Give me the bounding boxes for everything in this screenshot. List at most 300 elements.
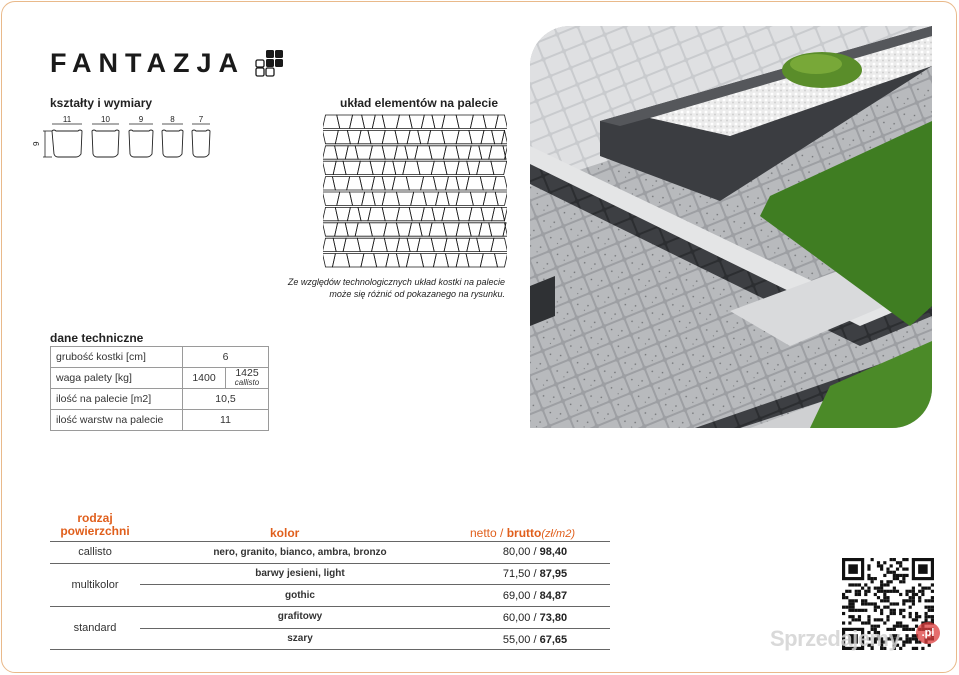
- qr-module: [915, 647, 918, 650]
- qr-module: [893, 602, 896, 605]
- pallet-stone: [396, 254, 409, 267]
- pallet-stone: [456, 254, 469, 267]
- qr-module: [905, 574, 908, 577]
- qr-module: [902, 609, 905, 612]
- qr-module: [848, 602, 851, 605]
- tech-value: 6: [183, 347, 269, 368]
- qr-module: [902, 580, 905, 583]
- qr-module: [848, 599, 851, 602]
- shapes-diagram: [30, 114, 230, 162]
- shape-10: [92, 115, 119, 157]
- pallet-stone: [456, 161, 470, 174]
- pallet-stone: [436, 192, 450, 205]
- header-surface-type: rodzaj powierzchni: [60, 511, 130, 538]
- header-price: netto / brutto(zł/m2): [470, 526, 575, 540]
- tech-label: grubość kostki [cm]: [51, 347, 183, 368]
- qr-module: [931, 618, 934, 621]
- pallet-stone: [335, 223, 349, 236]
- pallet-stone: [372, 192, 385, 205]
- qr-module: [928, 615, 931, 618]
- qr-module: [883, 606, 886, 609]
- qr-module: [880, 618, 883, 621]
- qr-module: [912, 587, 915, 590]
- qr-module: [902, 568, 905, 571]
- qr-module: [912, 618, 915, 621]
- tech-label: ilość na palecie [m2]: [51, 389, 183, 410]
- qr-module: [902, 615, 905, 618]
- qr-module: [867, 615, 870, 618]
- qr-module: [899, 564, 902, 567]
- row-color: nero, granito, bianco, ambra, bronzo: [213, 547, 387, 558]
- qr-module: [924, 599, 927, 602]
- qr-module: [912, 647, 915, 650]
- tech-row-area: [51, 389, 269, 410]
- tech-row-weight: [51, 368, 269, 389]
- qr-module: [902, 574, 905, 577]
- qr-module: [918, 564, 928, 574]
- qr-module: [886, 596, 889, 599]
- qr-module: [886, 583, 889, 586]
- pallet-stone: [421, 207, 435, 220]
- qr-module: [883, 574, 886, 577]
- qr-module: [909, 596, 912, 599]
- qr-module: [905, 568, 908, 571]
- qr-module: [842, 593, 845, 596]
- tech-row-thickness: [51, 347, 269, 368]
- qr-module: [877, 561, 880, 564]
- qr-module: [883, 596, 886, 599]
- qr-module: [899, 580, 902, 583]
- qr-module: [902, 558, 905, 561]
- qr-module: [896, 561, 899, 564]
- qr-module: [893, 558, 896, 561]
- price-table-header: [50, 512, 610, 540]
- qr-module: [855, 618, 858, 621]
- qr-module: [855, 609, 858, 612]
- qr-module: [886, 599, 889, 602]
- qr-module: [842, 596, 845, 599]
- qr-module: [893, 587, 896, 590]
- qr-module: [890, 571, 893, 574]
- header-color: kolor: [270, 526, 300, 540]
- qr-module: [867, 568, 870, 571]
- pallet-stone: [418, 130, 431, 143]
- qr-module: [867, 577, 870, 580]
- qr-module: [855, 583, 858, 586]
- pallet-stone: [421, 115, 435, 128]
- pallet-layout-diagram: [323, 114, 507, 270]
- qr-module: [845, 606, 848, 609]
- qr-module: [861, 621, 864, 624]
- qr-module: [896, 568, 899, 571]
- qr-module: [912, 590, 915, 593]
- qr-module: [864, 590, 867, 593]
- qr-module: [886, 618, 889, 621]
- pallet-stone: [491, 161, 507, 174]
- qr-module: [848, 564, 858, 574]
- qr-module: [905, 599, 908, 602]
- qr-module: [883, 561, 886, 564]
- qr-module: [842, 612, 845, 615]
- pallet-stone: [446, 192, 459, 205]
- qr-module: [905, 593, 908, 596]
- qr-module: [909, 612, 912, 615]
- qr-module: [890, 564, 893, 567]
- qr-module: [855, 593, 858, 596]
- qr-module: [924, 587, 927, 590]
- qr-module: [912, 596, 915, 599]
- qr-module: [928, 609, 931, 612]
- qr-module: [931, 609, 934, 612]
- pallet-stone: [432, 115, 445, 128]
- qr-module: [909, 599, 912, 602]
- pallet-stone: [495, 115, 507, 128]
- qr-module: [874, 577, 877, 580]
- watermark-badge: .pl: [916, 622, 940, 644]
- pallet-stone: [323, 161, 336, 174]
- qr-module: [928, 599, 931, 602]
- pallet-stone: [479, 223, 492, 236]
- qr-module: [877, 596, 880, 599]
- qr-module: [880, 580, 883, 583]
- pallet-stone: [405, 146, 418, 159]
- qr-module: [902, 628, 905, 631]
- qr-module: [886, 580, 889, 583]
- row-type: callisto: [78, 546, 112, 558]
- qr-module: [874, 587, 877, 590]
- pallet-stone: [394, 146, 408, 159]
- pallet-stone: [382, 177, 395, 190]
- qr-module: [902, 599, 905, 602]
- qr-module: [924, 606, 927, 609]
- qr-module: [848, 609, 851, 612]
- qr-module: [867, 564, 870, 567]
- pallet-stone: [347, 207, 361, 220]
- qr-module: [858, 583, 861, 586]
- qr-module: [867, 621, 870, 624]
- qr-module: [880, 609, 883, 612]
- qr-module: [915, 618, 918, 621]
- pallet-stone: [481, 207, 495, 220]
- pallet-stone: [362, 115, 376, 128]
- pallet-stone: [481, 130, 495, 143]
- qr-module: [912, 599, 915, 602]
- qr-module: [912, 593, 915, 596]
- qr-module: [864, 609, 867, 612]
- qr-module: [867, 602, 870, 605]
- qr-module: [871, 577, 874, 580]
- qr-module: [880, 568, 883, 571]
- qr-module: [928, 644, 931, 647]
- pallet-note: Ze względów technologicznych układ kostki na palecie może się różnić od pokazanego na rysunku.: [287, 277, 505, 299]
- svg-text:11: 11: [62, 115, 72, 124]
- qr-module: [858, 590, 861, 593]
- qr-module: [918, 615, 921, 618]
- qr-module: [877, 618, 880, 621]
- qr-module: [893, 574, 896, 577]
- qr-module: [877, 606, 880, 609]
- qr-module: [861, 587, 864, 590]
- qr-module: [864, 583, 867, 586]
- svg-text:7: 7: [198, 115, 204, 124]
- qr-module: [848, 590, 851, 593]
- qr-module: [874, 609, 877, 612]
- pallet-stone: [445, 254, 459, 267]
- qr-module: [918, 599, 921, 602]
- qr-module: [883, 593, 886, 596]
- tech-label: waga palety [kg]: [51, 368, 183, 389]
- qr-module: [880, 590, 883, 593]
- qr-module: [905, 558, 908, 561]
- qr-module: [896, 590, 899, 593]
- qr-module: [905, 625, 908, 628]
- qr-module: [912, 628, 915, 631]
- qr-module: [845, 596, 848, 599]
- qr-module: [924, 615, 927, 618]
- tech-value: 1400: [183, 368, 226, 389]
- row-price: 60,00 / 73,80: [502, 612, 568, 624]
- qr-module: [905, 590, 908, 593]
- pallet-stone: [502, 207, 507, 220]
- qr-module: [931, 615, 934, 618]
- qr-module: [890, 612, 893, 615]
- pallet-stone: [358, 207, 371, 220]
- pallet-stone: [445, 177, 459, 190]
- pallet-stone: [456, 177, 469, 190]
- qr-module: [852, 609, 855, 612]
- row-price: 80,00 / 98,40: [502, 546, 568, 558]
- svg-text:10: 10: [101, 115, 110, 124]
- svg-text:8: 8: [170, 115, 175, 124]
- qr-module: [912, 637, 915, 640]
- qr-module: [909, 637, 912, 640]
- qr-module: [883, 590, 886, 593]
- qr-module: [871, 558, 874, 561]
- qr-module: [918, 596, 921, 599]
- qr-module: [852, 615, 855, 618]
- qr-module: [864, 593, 867, 596]
- qr-module: [912, 634, 915, 637]
- shape-8: [162, 115, 183, 157]
- pallet-stone: [468, 223, 482, 236]
- qr-module: [852, 602, 855, 605]
- pallet-stone: [495, 192, 507, 205]
- qr-module: [883, 599, 886, 602]
- paving-logo-icon: [254, 49, 284, 77]
- pallet-stone: [333, 238, 346, 251]
- qr-module: [890, 602, 893, 605]
- qr-module: [902, 625, 905, 628]
- qr-module: [902, 602, 905, 605]
- pallet-stone: [358, 130, 371, 143]
- qr-module: [871, 602, 874, 605]
- qr-module: [845, 590, 848, 593]
- qr-module: [871, 580, 874, 583]
- pallet-stone: [492, 130, 505, 143]
- qr-module: [883, 621, 886, 624]
- qr-module: [896, 574, 899, 577]
- pallet-stone: [393, 161, 406, 174]
- qr-module: [893, 577, 896, 580]
- qr-module: [855, 599, 858, 602]
- qr-module: [877, 587, 880, 590]
- qr-module: [852, 618, 855, 621]
- qr-module: [867, 587, 870, 590]
- qr-module: [909, 628, 912, 631]
- row-type: standard: [73, 622, 117, 634]
- row-color: grafitowy: [277, 611, 323, 622]
- product-title: FANTAZJA: [50, 48, 245, 78]
- qr-module: [896, 602, 899, 605]
- qr-module: [899, 621, 902, 624]
- qr-module: [899, 609, 902, 612]
- row-color: gothic: [285, 590, 315, 601]
- pallet-stone: [407, 130, 421, 143]
- qr-module: [867, 590, 870, 593]
- qr-module: [893, 612, 896, 615]
- qr-module: [883, 583, 886, 586]
- qr-module: [896, 621, 899, 624]
- qr-module: [905, 637, 908, 640]
- qr-module: [886, 615, 889, 618]
- tech-heading: dane techniczne: [50, 331, 144, 345]
- tech-value: 11: [183, 410, 269, 431]
- qr-module: [848, 583, 851, 586]
- qr-module: [861, 599, 864, 602]
- qr-module: [874, 618, 877, 621]
- qr-module: [842, 621, 845, 624]
- qr-module: [899, 574, 902, 577]
- qr-module: [848, 621, 851, 624]
- qr-module: [931, 590, 934, 593]
- pallet-stone: [432, 207, 445, 220]
- qr-module: [874, 606, 877, 609]
- qr-module: [864, 621, 867, 624]
- qr-module: [877, 590, 880, 593]
- pallet-stone: [409, 223, 423, 236]
- pallet-stone: [495, 254, 508, 267]
- pallet-stone: [372, 115, 385, 128]
- qr-module: [877, 564, 880, 567]
- row-price: 71,50 / 87,95: [502, 568, 568, 580]
- pallet-stone: [467, 161, 480, 174]
- qr-module: [921, 590, 924, 593]
- qr-module: [880, 587, 883, 590]
- qr-module: [886, 568, 889, 571]
- pallet-stone: [493, 177, 507, 190]
- pallet-stone: [382, 161, 396, 174]
- tech-label: ilość warstw na palecie: [51, 410, 183, 431]
- qr-module: [852, 606, 855, 609]
- pallet-heading: układ elementów na palecie: [340, 96, 499, 110]
- pallet-stone: [407, 238, 420, 251]
- qr-module: [915, 593, 918, 596]
- pallet-stone: [492, 207, 505, 220]
- pallet-stone: [419, 223, 432, 236]
- tech-value: 10,5: [183, 389, 269, 410]
- qr-module: [880, 612, 883, 615]
- qr-module: [899, 612, 902, 615]
- pallet-stone: [347, 130, 361, 143]
- qr-module: [893, 571, 896, 574]
- qr-module: [842, 606, 845, 609]
- qr-module: [909, 640, 912, 643]
- qr-module: [921, 587, 924, 590]
- qr-module: [918, 590, 921, 593]
- row-price: 69,00 / 84,87: [502, 590, 568, 602]
- pallet-stone: [323, 238, 336, 251]
- qr-module: [861, 602, 864, 605]
- qr-module: [864, 602, 867, 605]
- qr-module: [921, 647, 924, 650]
- row-color: szary: [287, 633, 313, 644]
- qr-module: [848, 615, 851, 618]
- row-price: 55,00 / 67,65: [502, 634, 568, 646]
- pallet-stone: [467, 238, 480, 251]
- qr-module: [874, 593, 877, 596]
- qr-module: [918, 583, 921, 586]
- qr-module: [915, 615, 918, 618]
- qr-module: [899, 593, 902, 596]
- pallet-stone: [502, 130, 507, 143]
- qr-module: [909, 615, 912, 618]
- qr-module: [905, 628, 908, 631]
- tech-value-callisto: 1425 callisto: [226, 368, 269, 389]
- qr-module: [886, 606, 889, 609]
- qr-module: [867, 574, 870, 577]
- qr-module: [852, 583, 855, 586]
- qr-module: [880, 564, 883, 567]
- pallet-stone: [372, 177, 386, 190]
- shapes-heading: kształty i wymiary: [50, 96, 153, 110]
- pallet-stone: [491, 238, 507, 251]
- qr-module: [861, 609, 864, 612]
- qr-module: [890, 590, 893, 593]
- qr-module: [880, 583, 883, 586]
- row-color: barwy jesieni, light: [255, 568, 345, 579]
- shape-7: [192, 115, 210, 157]
- qr-module: [931, 596, 934, 599]
- pallet-stone: [503, 223, 507, 236]
- qr-module: [864, 599, 867, 602]
- qr-module: [924, 612, 927, 615]
- shape-11: [52, 115, 82, 157]
- qr-module: [928, 587, 931, 590]
- qr-module: [921, 593, 924, 596]
- qr-module: [890, 580, 893, 583]
- pallet-stone: [345, 146, 358, 159]
- qr-module: [890, 558, 893, 561]
- qr-module: [928, 606, 931, 609]
- qr-module: [858, 609, 861, 612]
- qr-module: [915, 612, 918, 615]
- qr-module: [902, 577, 905, 580]
- qr-module: [909, 606, 912, 609]
- pallet-stone: [362, 192, 376, 205]
- qr-module: [924, 618, 927, 621]
- qr-module: [931, 599, 934, 602]
- qr-module: [893, 609, 896, 612]
- qr-module: [880, 599, 883, 602]
- tech-table: [50, 346, 269, 431]
- pallet-stone: [335, 146, 349, 159]
- qr-module: [886, 590, 889, 593]
- row-type: multikolor: [71, 579, 119, 591]
- pallet-stone: [345, 223, 358, 236]
- qr-module: [905, 634, 908, 637]
- tech-row-layers: [51, 410, 269, 431]
- shape-9: [129, 115, 153, 157]
